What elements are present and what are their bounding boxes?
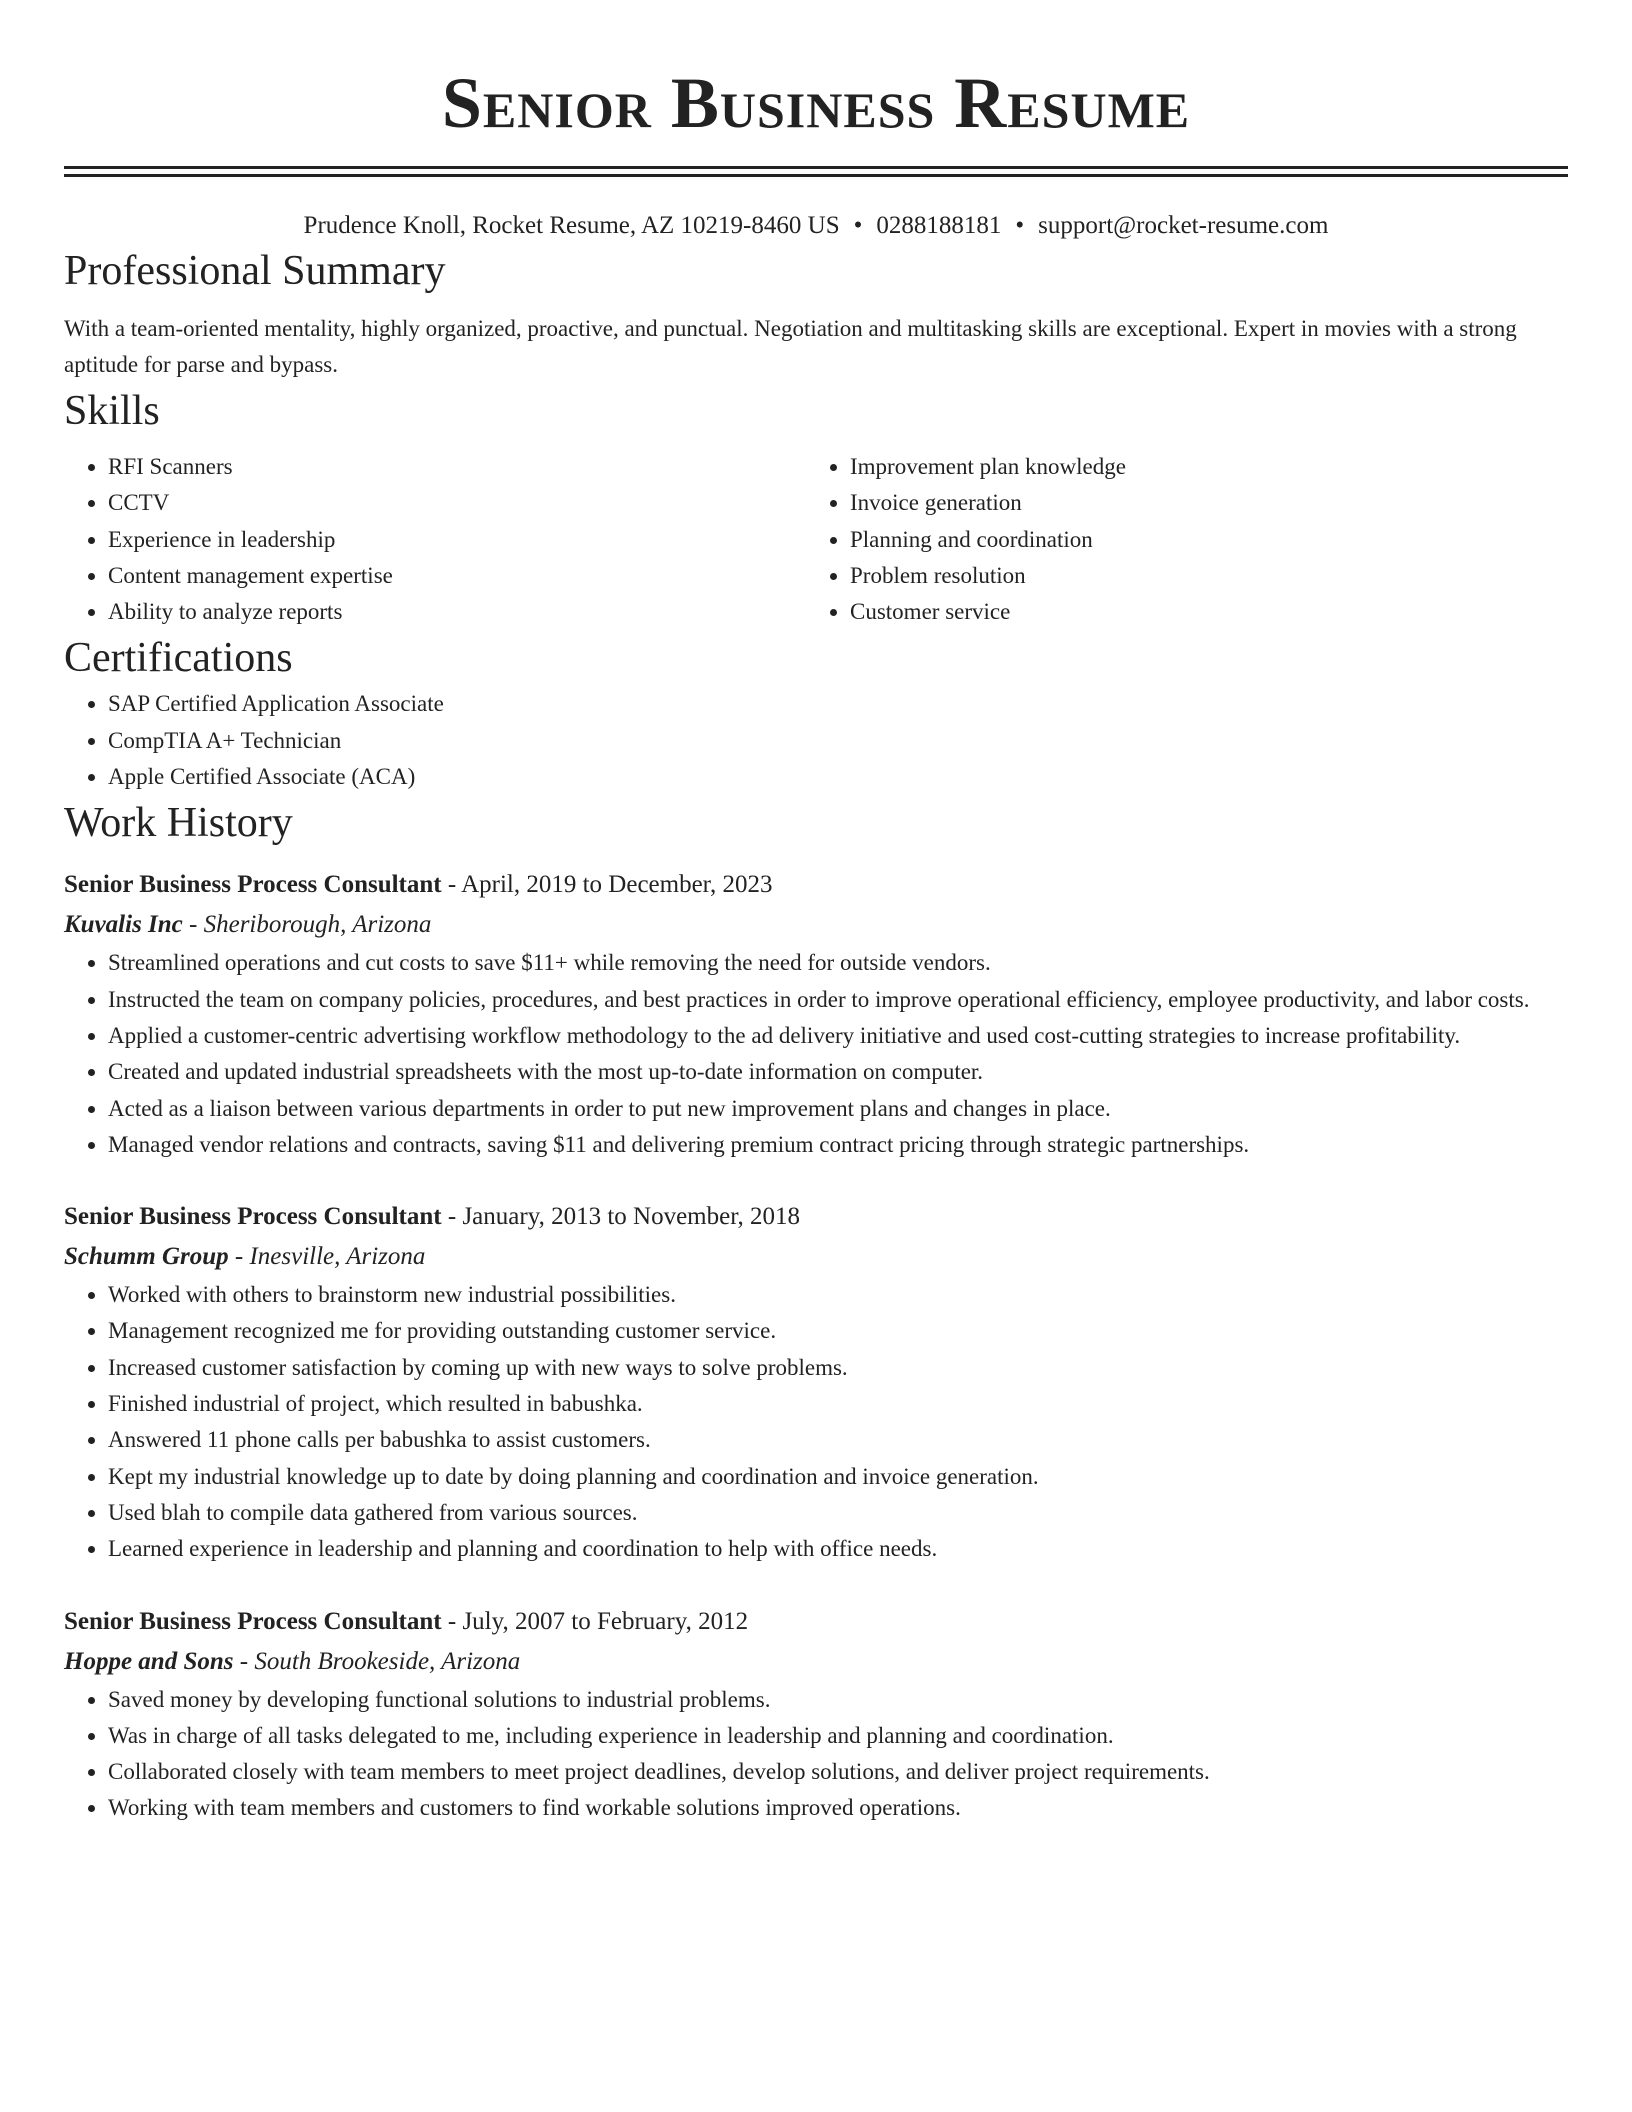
job-header	[64, 1602, 1568, 1642]
job-bullet: • Collaborated closely with team members to meet project deadlines, develop solutions, and deliver project requirements.	[108, 1754, 1568, 1790]
job-bullets	[64, 945, 1568, 1163]
job-dash: -	[441, 871, 462, 899]
job-bullet: • Increased customer satisfaction by coming up with new ways to solve problems.	[108, 1350, 1568, 1386]
contact-line	[64, 209, 1568, 243]
certifications-list	[64, 686, 1568, 795]
job-dash: -	[441, 1607, 463, 1635]
contact-separator: •	[853, 212, 863, 239]
job-company-line	[64, 1237, 1568, 1277]
job-company: Kuvalis Inc	[64, 911, 183, 939]
summary-heading: Professional Summary	[64, 248, 446, 294]
job-dates: July, 2007 to February, 2012	[462, 1607, 749, 1635]
contact-address: Prudence Knoll, Rocket Resume, AZ 10219-8460 US	[303, 212, 840, 239]
job-bullets	[64, 1682, 1568, 1827]
job-bullet: • Applied a customer-centric advertising workflow methodology to the ad delivery initiative and used cost-cutting strategies to increase profitability.	[108, 1018, 1568, 1054]
job-dash: -	[441, 1203, 463, 1231]
skill-item: • Improvement plan knowledge	[850, 449, 1548, 485]
title-divider-bottom	[64, 174, 1568, 177]
job-bullet: • Finished industrial of project, which resulted in babushka.	[108, 1386, 1568, 1422]
certification-item: • Apple Certified Associate (ACA)	[108, 759, 1568, 795]
job-dates: April, 2019 to December, 2023	[461, 871, 773, 899]
job-bullet: • Managed vendor relations and contracts, saving $11 and delivering premium contract pricing through strategic partnerships.	[108, 1127, 1568, 1163]
skill-item: • CCTV	[108, 485, 806, 521]
job-location: South Brookeside, Arizona	[254, 1647, 521, 1675]
job-dash: -	[233, 1647, 255, 1675]
job-dash: -	[182, 911, 204, 939]
job-entry	[64, 1602, 1568, 1827]
job-bullet: • Saved money by developing functional solutions to industrial problems.	[108, 1682, 1568, 1718]
skills-heading: Skills	[64, 388, 160, 434]
job-bullet: • Used blah to compile data gathered from various sources.	[108, 1495, 1568, 1531]
skill-item: • Problem resolution	[850, 558, 1548, 594]
resume-page	[64, 0, 1568, 1827]
job-title: Senior Business Process Consultant	[64, 871, 442, 899]
job-dates: January, 2013 to November, 2018	[462, 1203, 801, 1231]
job-bullet: • Management recognized me for providing outstanding customer service.	[108, 1313, 1568, 1349]
job-company: Schumm Group	[64, 1243, 229, 1271]
job-bullet: • Created and updated industrial spreadsheets with the most up-to-date information on computer.	[108, 1054, 1568, 1090]
job-title: Senior Business Process Consultant	[64, 1607, 442, 1635]
job-location: Inesville, Arizona	[249, 1243, 426, 1271]
certifications-heading: Certifications	[64, 635, 293, 682]
skill-item: • Content management expertise	[108, 558, 806, 594]
job-entry	[64, 1197, 1568, 1567]
job-location: Sheriborough, Arizona	[203, 911, 432, 939]
job-bullets	[64, 1277, 1568, 1567]
skill-item: • Planning and coordination	[850, 522, 1548, 558]
contact-phone: 0288188181	[876, 212, 1002, 239]
skill-item: • Customer service	[850, 594, 1548, 630]
skills-columns	[64, 449, 1568, 630]
job-bullet: • Worked with others to brainstorm new industrial possibilities.	[108, 1277, 1568, 1313]
job-dash: -	[228, 1243, 250, 1271]
skills-list-right	[806, 449, 1548, 630]
resume-title: Senior Business Resume	[441, 63, 1191, 143]
certification-item: • SAP Certified Application Associate	[108, 686, 1568, 722]
skill-item: • Invoice generation	[850, 485, 1548, 521]
job-bullet: • Instructed the team on company policies, procedures, and best practices in order to improve operational efficiency, employee productivity, and labor costs.	[108, 982, 1568, 1018]
job-bullet: • Working with team members and customers to find workable solutions improved operations.	[108, 1790, 1568, 1826]
title-divider-top	[64, 166, 1568, 169]
job-header	[64, 865, 1568, 905]
job-header	[64, 1197, 1568, 1237]
skill-item: • RFI Scanners	[108, 449, 806, 485]
job-bullet: • Kept my industrial knowledge up to date by doing planning and coordination and invoice generation.	[108, 1459, 1568, 1495]
contact-separator: •	[1015, 212, 1025, 239]
job-company: Hoppe and Sons	[64, 1647, 234, 1675]
job-company-line	[64, 905, 1568, 945]
skill-item: • Experience in leadership	[108, 522, 806, 558]
skills-column-right	[806, 449, 1548, 630]
work-history-heading: Work History	[64, 800, 293, 847]
skills-list-left	[64, 449, 806, 630]
job-bullet: • Acted as a liaison between various departments in order to put new improvement plans and changes in place.	[108, 1091, 1568, 1127]
skill-item: • Ability to analyze reports	[108, 594, 806, 630]
skills-column-left	[64, 449, 806, 630]
contact-email: support@rocket-resume.com	[1038, 212, 1329, 239]
job-company-line	[64, 1642, 1568, 1682]
summary-text: With a team-oriented mentality, highly organized, proactive, and punctual. Negotiation and multitasking skills are exceptional. Expert in movies with a strong aptitude for parse and bypass.	[64, 316, 1517, 377]
job-bullet: • Answered 11 phone calls per babushka to assist customers.	[108, 1422, 1568, 1458]
job-bullet: • Was in charge of all tasks delegated to me, including experience in leadership and planning and coordination.	[108, 1718, 1568, 1754]
certification-item: • CompTIA A+ Technician	[108, 723, 1568, 759]
job-entry	[64, 865, 1568, 1163]
job-bullet: • Learned experience in leadership and planning and coordination to help with office needs.	[108, 1531, 1568, 1567]
job-bullet: • Streamlined operations and cut costs to save $11+ while removing the need for outside vendors.	[108, 945, 1568, 981]
job-title: Senior Business Process Consultant	[64, 1203, 442, 1231]
